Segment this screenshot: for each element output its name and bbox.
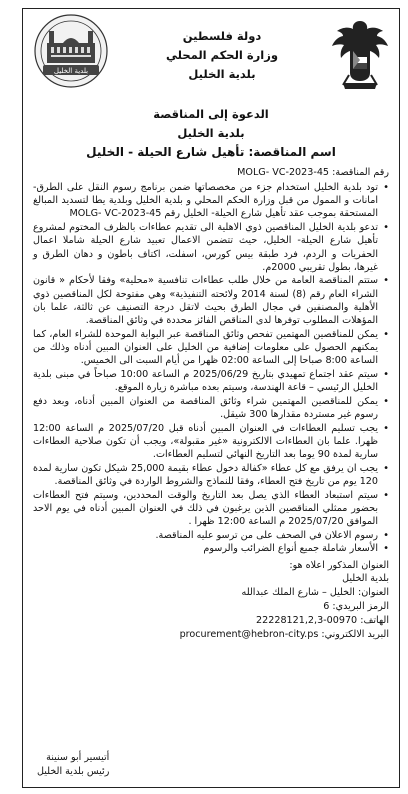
address-block [33, 559, 389, 642]
terms-list [33, 181, 389, 556]
address-street: العنوان: الخليل – شارع الملك عبدالله [241, 587, 389, 599]
email-link[interactable]: procurement@hebron-city.ps [179, 628, 319, 640]
address-phone: الهاتف: 00970-22228121,2,3 [256, 614, 389, 626]
titles [23, 105, 399, 162]
list-item: • يجب تسليم العطاءات في العنوان المبين أدناه قبل 2025/07/20 م الساعة 12:00 ظهرا. علما بان العطاءات الالكترونية «غير مقبولة»، ويجب أن تكون صلاحية العطاءات سارية لمدة 90 يوما بعد التاريخ النهائي لتسليم العطاءات. [33, 422, 389, 462]
list-item: • سيتم عقد اجتماع تمهيدي بتاريخ 2025/06/29 م الساعة 10:00 صباحاً في مبنى بلدية الخليل الرئيسي – قاعة الهندسة، وسيتم بعده مباشرة زيارة الموقع. [33, 368, 389, 394]
address-name: بلدية الخليل [342, 573, 389, 585]
address-intro: العنوان المذكور اعلاه هو: [289, 559, 389, 571]
header [23, 9, 399, 101]
municipality-title: بلدية الخليل [177, 126, 245, 140]
email-row [33, 628, 389, 642]
list-item: • يمكن للمناقصين المهتمين شراء وثائق المناقصة من العنوان المبين أدناه، وبعد دفع رسوم غير مستردة مقدارها 300 شيقل. [33, 395, 389, 421]
hebron-municipality-logo [29, 13, 113, 91]
invitation-title: الدعوة إلى المناقصة [153, 107, 269, 121]
palestine-emblem-icon [329, 15, 391, 93]
list-item: • الأسعار شاملة جميع أنواع الضرائب والرسوم [33, 542, 389, 555]
signatory-title: رئيس بلدية الخليل [37, 766, 110, 777]
list-item: • رسوم الاعلان في الصحف على من ترسو عليه المناقصة. [33, 529, 389, 542]
list-item: • تدعو بلدية الخليل المناقصين ذوي الاهلية الى تقديم عطاءات بالظرف المختوم لمشروع تأهيل شارع الحيلة- الخليل، حيث تتضمن الاعمال تعبيد شارع الحيلة شاملا اعمال الحفريات و الردم، فرد طبقة بيس كورس، اسفلت، اكتاف باطون و دهان الطرق و غيرها، بطول تقريبي 2000م. [33, 221, 389, 274]
tender-reference: رقم المناقصة: MOLG- VC-2023-45 [237, 167, 389, 178]
list-item: • تود بلدية الخليل استخدام جزء من مخصصاتها ضمن برنامج رسوم النقل على الطرق- امانات و الممول من قبل وزارة الحكم المحلي و بلدية الخليل وبلدية يطا لتسديد المبالغ المستحقة بموجب عقد تأهيل شارع الحيلة- الخليل رقم MOLG- VC-2023-45 [33, 181, 389, 221]
state-name: دولة فلسطين [182, 29, 262, 43]
municipality-name: بلدية الخليل [188, 67, 256, 81]
ministry-name: وزارة الحكم المحلي [166, 48, 278, 62]
list-item: • سيتم استبعاد العطاء الذي يصل بعد التاريخ والوقت المحددين، وسيتم فتح العطاءات بحضور ممثلي المناقصين الذين يرغبون في ذلك في العنوان المبين أدناه في يوم الاحد الموافق 2025/07/20 م الساعة 12:00 ظهرا . [33, 489, 389, 529]
signature-block [37, 751, 109, 779]
list-item: • ستتم المناقصة العامة من خلال طلب عطاءات تنافسية «محلية» وفقا لأحكام « قانون الشراء العام رقم (8) لسنة 2014 ولائحته التنفيذية» وهي مفتوحة لكل المناقصين ذوي الأهلية والمصنفين في مجال الطرق بحيث لاتقل درجة التصنيف عن ثالثة، علما بان المؤهلات المطلوب توفرها لدى المناقص الفائز محددة في وثائق المناقصة. [33, 274, 389, 327]
list-item: • يمكن للمناقصين المهتمين تفحص وثائق المناقصة عبر البوابة الموحدة للشراء العام، كما يمكنهم الحصول على معلومات إضافية من الخليل على العنوان المبين أدناه وذلك من الساعة 8:00 صباحا إلى الساعة 02:00 ظهرا من أيام السبت الى الخميس. [33, 328, 389, 368]
list-item: • يجب ان يرفق مع كل عطاء «كفالة دخول عطاء بقيمة 25,000 شيكل تكون سارية لمدة 120 يوم من تاريخ فتح العطاء، وفقا للنماذج والشروط الواردة في وثائق المناقصة. [33, 462, 389, 488]
tender-name: اسم المناقصة: تأهيل شارع الحيلة - الخليل [86, 145, 336, 159]
tender-notice-page [22, 8, 400, 788]
header-text [123, 27, 321, 84]
email-label: البريد الالكتروني: [321, 628, 389, 640]
logo-caption: بلدية الخليل [53, 67, 89, 75]
signatory-name: أتيسير أبو سنينة [46, 752, 110, 763]
address-postal: الرمز البريدي: 6 [323, 601, 389, 613]
